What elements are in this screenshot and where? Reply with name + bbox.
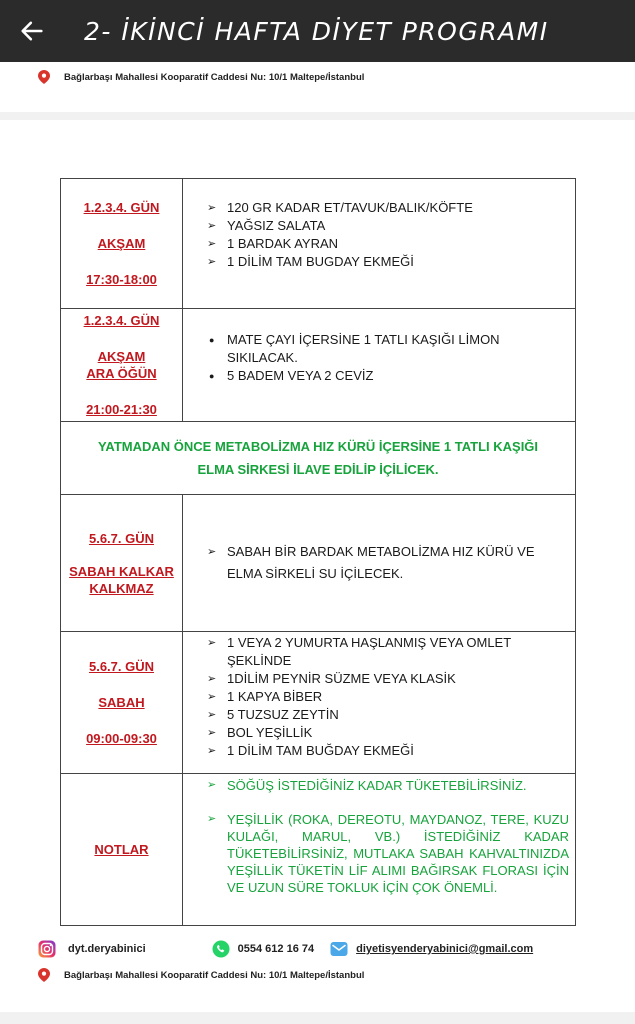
phone-number[interactable]: 0554 612 16 74 bbox=[237, 943, 315, 955]
table-row bbox=[61, 422, 576, 495]
list-item: ➢ 1 DİLİM TAM BUGDAY EKMEĞİ bbox=[207, 253, 569, 271]
meal-label: SABAH KALKAR bbox=[69, 563, 174, 579]
day-label: 1.2.3.4. GÜN bbox=[83, 200, 160, 215]
address-header bbox=[38, 68, 364, 86]
meal-label: AKŞAM bbox=[97, 236, 146, 251]
email-address[interactable]: diyetisyenderyabinici@gmail.com bbox=[356, 943, 534, 955]
page-divider bbox=[0, 112, 635, 120]
instagram-icon bbox=[38, 940, 56, 958]
list-item: ➢ 1 DİLİM TAM BUĞDAY EKMEĞİ bbox=[207, 742, 569, 760]
address-text: Bağlarbaşı Mahallesi Kooparatif Caddesi Nu: 10/1 Maltepe/İstanbul bbox=[64, 969, 365, 981]
items-cell bbox=[183, 632, 576, 774]
day-cell bbox=[61, 495, 183, 632]
day-cell bbox=[61, 179, 183, 309]
list-item: ➢ BOL YEŞİLLİK bbox=[207, 724, 569, 742]
list-item: ➢ 1 VEYA 2 YUMURTA HAŞLANMIŞ VEYA OMLET ŞEKLİNDE bbox=[207, 634, 569, 670]
day-cell bbox=[61, 632, 183, 774]
list-item: ➢ 1DİLİM PEYNİR SÜZME VEYA KLASİK bbox=[207, 670, 569, 688]
table-row bbox=[61, 179, 576, 309]
list-item: ➢ 1 KAPYA BİBER bbox=[207, 688, 569, 706]
bedtime-note: YATMADAN ÖNCE METABOLİZMA HIZ KÜRÜ İÇERSİNE 1 TATLI KAŞIĞI ELMA SİRKESİ İLAVE EDİLİP İÇİLİCEK. bbox=[61, 422, 576, 495]
diet-table bbox=[60, 178, 576, 926]
day-label: 1.2.3.4. GÜN bbox=[83, 313, 160, 328]
page-title: 2- İKİNCİ HAFTA DİYET PROGRAMI bbox=[84, 16, 549, 46]
items-cell bbox=[183, 309, 576, 422]
meal-label: AKŞAM bbox=[97, 349, 146, 364]
day-cell bbox=[61, 774, 183, 926]
contact-footer bbox=[38, 938, 598, 960]
note-item: ➢ SÖĞÜŞ İSTEDİĞİNİZ KADAR TÜKETEBİLİRSİNİZ. bbox=[207, 777, 569, 794]
items-cell bbox=[183, 179, 576, 309]
time-label: 17:30-18:00 bbox=[86, 272, 157, 287]
page-divider bbox=[0, 1012, 635, 1024]
list-item: ● 5 BADEM VEYA 2 CEVİZ bbox=[207, 367, 569, 385]
email-icon bbox=[330, 941, 348, 957]
instagram-handle[interactable]: dyt.deryabinici bbox=[68, 943, 146, 955]
table-row bbox=[61, 495, 576, 632]
back-button[interactable] bbox=[0, 0, 64, 62]
notes-label: NOTLAR bbox=[94, 842, 149, 857]
arrow-left-icon bbox=[18, 17, 46, 45]
list-item: ➢ SABAH BİR BARDAK METABOLİZMA HIZ KÜRÜ VE ELMA SİRKELİ SU İÇİLECEK. bbox=[207, 541, 569, 585]
time-label: 09:00-09:30 bbox=[86, 731, 157, 746]
app-bar bbox=[0, 0, 635, 62]
list-item: ● MATE ÇAYI İÇERSİNE 1 TATLI KAŞIĞI LİMON SIKILACAK. bbox=[207, 331, 569, 367]
address-text: Bağlarbaşı Mahallesi Kooparatif Caddesi Nu: 10/1 Maltepe/İstanbul bbox=[64, 71, 365, 83]
meal-label: KALKMAZ bbox=[89, 580, 154, 596]
location-pin-icon bbox=[38, 968, 50, 982]
time-label: 21:00-21:30 bbox=[86, 402, 157, 417]
table-row bbox=[61, 309, 576, 422]
table-row bbox=[61, 774, 576, 926]
day-label: 5.6.7. GÜN bbox=[88, 530, 155, 546]
address-footer bbox=[38, 966, 364, 984]
note-item: ➢ YEŞİLLİK (ROKA, DEREOTU, MAYDANOZ, TERE, KUZU KULAĞI, MARUL, VB.) İSTEDİĞİNİZ KADAR TÜKETEBİLİRSİNİZ, MUTLAKA SABAH KAHVALTINIZDA YEŞİLLİK TÜKETİN LİF ALIMI BAĞIRSAK FLORASI İÇİN VE UZUN SÜRE TOKLUK İÇİN ÇOK ÖNEMLİ. bbox=[207, 811, 569, 896]
table-row bbox=[61, 632, 576, 774]
list-item: ➢ YAĞSIZ SALATA bbox=[207, 217, 569, 235]
notes-cell bbox=[183, 774, 576, 926]
whatsapp-icon bbox=[212, 940, 230, 958]
items-cell bbox=[183, 495, 576, 632]
location-pin-icon bbox=[38, 70, 50, 84]
list-item: ➢ 5 TUZSUZ ZEYTİN bbox=[207, 706, 569, 724]
list-item: ➢ 1 BARDAK AYRAN bbox=[207, 235, 569, 253]
meal-label: SABAH bbox=[98, 695, 145, 710]
meal-label: ARA ÖĞÜN bbox=[86, 366, 157, 381]
day-label: 5.6.7. GÜN bbox=[88, 659, 155, 674]
day-cell bbox=[61, 309, 183, 422]
list-item: ➢ 120 GR KADAR ET/TAVUK/BALIK/KÖFTE bbox=[207, 199, 569, 217]
